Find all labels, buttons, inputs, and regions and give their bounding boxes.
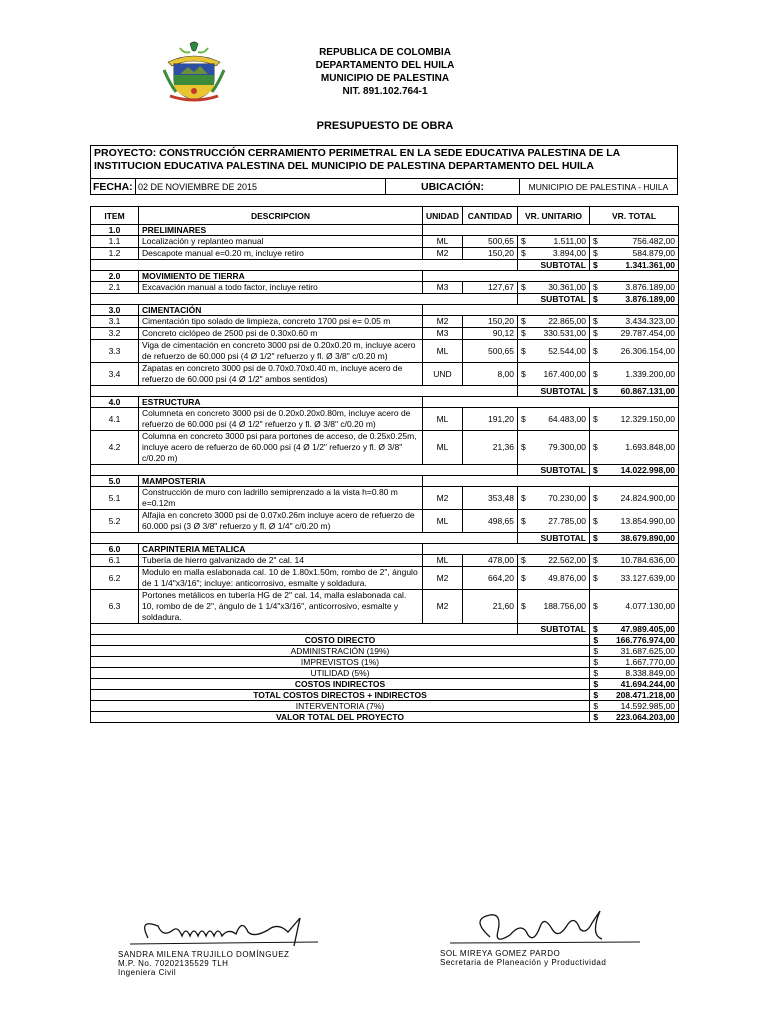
subtotal-row bbox=[91, 533, 679, 544]
summary-value: 1.667.770,00 bbox=[602, 657, 679, 668]
subtotal-value: 60.867.131,00 bbox=[602, 386, 679, 397]
item-quantity: 21,60 bbox=[463, 590, 518, 624]
chapter-row bbox=[91, 225, 679, 236]
item-description: Construcción de muro con ladrillo semiprenzado a la vista h=0.80 m e=0.12m bbox=[139, 487, 423, 510]
date-value: 02 DE NOVIEMBRE DE 2015 bbox=[136, 179, 386, 194]
item-unit-price: 188.756,00 bbox=[530, 590, 590, 624]
document-title: PRESUPUESTO DE OBRA bbox=[316, 120, 454, 132]
engineer-license: M.P. No. 70202135529 TLH bbox=[118, 959, 229, 968]
item-unit: ML bbox=[423, 555, 463, 567]
date-label: FECHA: bbox=[91, 179, 136, 194]
header-nit: NIT. 891.102.764-1 bbox=[342, 86, 428, 97]
item-description: Viga de cimentación en concreto 3000 psi de 0.20x0.20 m, incluye acero de refuerzo de 60.000 psi (4 Ø 1/2" refuerzo y fl. Ø 3/8" c/0.20 m) bbox=[139, 340, 423, 363]
summary-currency: $ bbox=[590, 635, 602, 646]
total-currency: $ bbox=[590, 431, 602, 465]
item-description: Descapote manual e=0.20 m, incluye retiro bbox=[139, 248, 423, 260]
item-unit: M2 bbox=[423, 248, 463, 260]
signature-block-engineer bbox=[118, 908, 358, 988]
item-description: Columna en concreto 3000 psi para portones de acceso, de 0.25x0.25m, incluye acero de refuerzo de 60.000 psi (4 Ø 1/2" refuerzo y fl. Ø 3/8" c/0.20 m) bbox=[139, 431, 423, 465]
table-row bbox=[91, 567, 679, 590]
summary-label: COSTO DIRECTO bbox=[91, 635, 590, 646]
item-number: 6.1 bbox=[91, 555, 139, 567]
summary-currency: $ bbox=[590, 657, 602, 668]
item-unit-price: 64.483,00 bbox=[530, 408, 590, 431]
item-description: Cimentación tipo solado de limpieza, concreto 1700 psi e= 0.05 m bbox=[139, 316, 423, 328]
item-number: 3.4 bbox=[91, 363, 139, 386]
summary-label: IMPREVISTOS (1%) bbox=[91, 657, 590, 668]
item-unit-price: 3.894,00 bbox=[530, 248, 590, 260]
item-total: 3.434.323,00 bbox=[602, 316, 679, 328]
summary-currency: $ bbox=[590, 712, 602, 723]
subtotal-value: 1.341.361,00 bbox=[602, 260, 679, 271]
item-quantity: 21,36 bbox=[463, 431, 518, 465]
item-number: 3.2 bbox=[91, 328, 139, 340]
subtotal-value: 47.989.405,00 bbox=[602, 624, 679, 635]
item-unit: UND bbox=[423, 363, 463, 386]
item-total: 29.787.454,00 bbox=[602, 328, 679, 340]
item-total: 13.854.990,00 bbox=[602, 510, 679, 533]
item-unit: M2 bbox=[423, 316, 463, 328]
signature-block-secretary bbox=[440, 905, 670, 985]
item-unit-price: 30.361,00 bbox=[530, 282, 590, 294]
unit-price-currency: $ bbox=[518, 248, 530, 260]
chapter-blank bbox=[423, 476, 679, 487]
summary-row bbox=[91, 712, 679, 723]
chapter-number: 4.0 bbox=[91, 397, 139, 408]
total-currency: $ bbox=[590, 363, 602, 386]
subtotal-value: 14.022.998,00 bbox=[602, 465, 679, 476]
summary-value: 208.471.218,00 bbox=[602, 690, 679, 701]
total-currency: $ bbox=[590, 408, 602, 431]
subtotal-blank bbox=[91, 465, 518, 476]
subtotal-blank bbox=[91, 386, 518, 397]
item-number: 5.2 bbox=[91, 510, 139, 533]
subtotal-blank bbox=[91, 294, 518, 305]
total-currency: $ bbox=[590, 328, 602, 340]
col-total-header: VR. TOTAL bbox=[590, 207, 679, 225]
chapter-number: 5.0 bbox=[91, 476, 139, 487]
unit-price-currency: $ bbox=[518, 340, 530, 363]
summary-value: 41.694.244,00 bbox=[602, 679, 679, 690]
item-quantity: 353,48 bbox=[463, 487, 518, 510]
total-currency: $ bbox=[590, 510, 602, 533]
item-unit: ML bbox=[423, 510, 463, 533]
table-row bbox=[91, 590, 679, 624]
chapter-blank bbox=[423, 225, 679, 236]
project-description: PROYECTO: CONSTRUCCIÓN CERRAMIENTO PERIMETRAL EN LA SEDE EDUCATIVA PALESTINA DE LA INSTITUCION EDUCATIVA PALESTINA DEL MUNICIPIO DE PALESTINA DEPARTAMENTO DEL HUILA bbox=[91, 146, 677, 179]
handwritten-signature-secretary bbox=[440, 905, 670, 950]
item-description: Columneta en concreto 3000 psi de 0.20x0.20x0.80m, incluye acero de refuerzo de 60.000 psi (4 Ø 1/2" refuerzo y fl. Ø 3/8" c/0.20 m) bbox=[139, 408, 423, 431]
chapter-number: 2.0 bbox=[91, 271, 139, 282]
chapter-number: 6.0 bbox=[91, 544, 139, 555]
summary-value: 166.776.974,00 bbox=[602, 635, 679, 646]
total-currency: $ bbox=[590, 340, 602, 363]
table-row bbox=[91, 282, 679, 294]
total-currency: $ bbox=[590, 282, 602, 294]
item-description: Localización y replanteo manual bbox=[139, 236, 423, 248]
col-item-header: ITEM bbox=[91, 207, 139, 225]
summary-label: ADMINISTRACIÓN (19%) bbox=[91, 646, 590, 657]
chapter-number: 3.0 bbox=[91, 305, 139, 316]
unit-price-currency: $ bbox=[518, 282, 530, 294]
subtotal-row bbox=[91, 386, 679, 397]
summary-currency: $ bbox=[590, 646, 602, 657]
subtotal-currency: $ bbox=[590, 533, 602, 544]
item-unit-price: 330.531,00 bbox=[530, 328, 590, 340]
chapter-blank bbox=[423, 397, 679, 408]
secretary-name: SOL MIREYA GOMEZ PARDO bbox=[440, 949, 561, 958]
item-number: 4.2 bbox=[91, 431, 139, 465]
item-unit-price: 1.511,00 bbox=[530, 236, 590, 248]
chapter-blank bbox=[423, 544, 679, 555]
total-currency: $ bbox=[590, 248, 602, 260]
table-row bbox=[91, 340, 679, 363]
subtotal-currency: $ bbox=[590, 260, 602, 271]
subtotal-value: 3.876.189,00 bbox=[602, 294, 679, 305]
item-number: 6.3 bbox=[91, 590, 139, 624]
subtotal-label: SUBTOTAL bbox=[518, 465, 590, 476]
subtotal-row bbox=[91, 294, 679, 305]
item-number: 5.1 bbox=[91, 487, 139, 510]
item-unit-price: 167.400,00 bbox=[530, 363, 590, 386]
unit-price-currency: $ bbox=[518, 590, 530, 624]
subtotal-label: SUBTOTAL bbox=[518, 294, 590, 305]
summary-row bbox=[91, 657, 679, 668]
item-total: 26.306.154,00 bbox=[602, 340, 679, 363]
item-number: 4.1 bbox=[91, 408, 139, 431]
summary-currency: $ bbox=[590, 690, 602, 701]
chapter-blank bbox=[423, 271, 679, 282]
subtotal-currency: $ bbox=[590, 386, 602, 397]
table-row bbox=[91, 555, 679, 567]
item-quantity: 191,20 bbox=[463, 408, 518, 431]
subtotal-value: 38.679.890,00 bbox=[602, 533, 679, 544]
item-description: Portones metálicos en tubería HG de 2" cal. 14, malla eslabonada cal. 10, rombo de de 2", ángulo de 1 1/4"x3/16", anticorrosivo, esmalte y soldadura. bbox=[139, 590, 423, 624]
date-location-row bbox=[91, 179, 677, 194]
summary-row bbox=[91, 701, 679, 712]
item-number: 1.1 bbox=[91, 236, 139, 248]
chapter-number: 1.0 bbox=[91, 225, 139, 236]
subtotal-blank bbox=[91, 260, 518, 271]
item-total: 10.784.636,00 bbox=[602, 555, 679, 567]
unit-price-currency: $ bbox=[518, 363, 530, 386]
table-row bbox=[91, 363, 679, 386]
summary-value: 223.064.203,00 bbox=[602, 712, 679, 723]
item-unit: M3 bbox=[423, 282, 463, 294]
subtotal-row bbox=[91, 624, 679, 635]
item-description: Modulo en malla eslabonada cal. 10 de 1.80x1.50m, rombo de 2", ángulo de 1 1/4"x3/16"; incluye: anticorrosivo, esmalte y soldadura. bbox=[139, 567, 423, 590]
summary-row bbox=[91, 668, 679, 679]
subtotal-blank bbox=[91, 533, 518, 544]
item-unit-price: 27.785,00 bbox=[530, 510, 590, 533]
subtotal-blank bbox=[91, 624, 518, 635]
item-total: 1.693.848,00 bbox=[602, 431, 679, 465]
summary-currency: $ bbox=[590, 668, 602, 679]
summary-value: 31.687.625,00 bbox=[602, 646, 679, 657]
summary-label: VALOR TOTAL DEL PROYECTO bbox=[91, 712, 590, 723]
engineer-role: Ingeniera Civil bbox=[118, 968, 177, 977]
unit-price-currency: $ bbox=[518, 567, 530, 590]
summary-row bbox=[91, 679, 679, 690]
item-unit: ML bbox=[423, 236, 463, 248]
col-unit-price-header: VR. UNITARIO bbox=[518, 207, 590, 225]
summary-label: INTERVENTORIA (7%) bbox=[91, 701, 590, 712]
project-info-box bbox=[90, 145, 678, 195]
item-unit: ML bbox=[423, 340, 463, 363]
item-quantity: 90,12 bbox=[463, 328, 518, 340]
summary-value: 8.338.849,00 bbox=[602, 668, 679, 679]
item-unit: M3 bbox=[423, 328, 463, 340]
item-description: Tubería de hierro galvanizado de 2" cal. 14 bbox=[139, 555, 423, 567]
total-currency: $ bbox=[590, 555, 602, 567]
item-quantity: 150,20 bbox=[463, 248, 518, 260]
item-quantity: 498,65 bbox=[463, 510, 518, 533]
summary-row bbox=[91, 635, 679, 646]
item-unit: ML bbox=[423, 408, 463, 431]
chapter-row bbox=[91, 476, 679, 487]
item-description: Alfajia en concreto 3000 psi de 0.07x0.26m incluye acero de refuerzo de 60.000 psi (3 Ø 3/8" refuerzo y fl. Ø 1/4" c/0.20 m) bbox=[139, 510, 423, 533]
location-value: MUNICIPIO DE PALESTINA - HUILA bbox=[528, 181, 669, 192]
table-row bbox=[91, 408, 679, 431]
chapter-blank bbox=[423, 305, 679, 316]
item-quantity: 8,00 bbox=[463, 363, 518, 386]
item-total: 24.824.900,00 bbox=[602, 487, 679, 510]
item-unit: M2 bbox=[423, 590, 463, 624]
summary-label: TOTAL COSTOS DIRECTOS + INDIRECTOS bbox=[91, 690, 590, 701]
unit-price-currency: $ bbox=[518, 408, 530, 431]
table-row bbox=[91, 328, 679, 340]
budget-table bbox=[90, 206, 679, 723]
summary-value: 14.592.985,00 bbox=[602, 701, 679, 712]
subtotal-currency: $ bbox=[590, 294, 602, 305]
table-row bbox=[91, 487, 679, 510]
chapter-row bbox=[91, 305, 679, 316]
item-unit: ML bbox=[423, 431, 463, 465]
chapter-name: CARPINTERIA METALICA bbox=[139, 544, 423, 555]
item-quantity: 150,20 bbox=[463, 316, 518, 328]
total-currency: $ bbox=[590, 236, 602, 248]
header-department: DEPARTAMENTO DEL HUILA bbox=[315, 60, 455, 71]
subtotal-label: SUBTOTAL bbox=[518, 260, 590, 271]
chapter-name: MOVIMIENTO DE TIERRA bbox=[139, 271, 423, 282]
item-unit-price: 22.865,00 bbox=[530, 316, 590, 328]
unit-price-currency: $ bbox=[518, 487, 530, 510]
subtotal-label: SUBTOTAL bbox=[518, 386, 590, 397]
engineer-name: SANDRA MILENA TRUJILLO DOMÍNGUEZ bbox=[118, 950, 290, 959]
secretary-role: Secretaria de Planeación y Productividad bbox=[440, 958, 607, 967]
handwritten-signature-engineer bbox=[118, 908, 358, 953]
item-total: 33.127.639,00 bbox=[602, 567, 679, 590]
col-qty-header: CANTIDAD bbox=[463, 207, 518, 225]
item-quantity: 664,20 bbox=[463, 567, 518, 590]
summary-label: UTILIDAD (5%) bbox=[91, 668, 590, 679]
unit-price-currency: $ bbox=[518, 510, 530, 533]
chapter-name: MAMPOSTERIA bbox=[139, 476, 423, 487]
table-row bbox=[91, 316, 679, 328]
subtotal-row bbox=[91, 260, 679, 271]
item-total: 12.329.150,00 bbox=[602, 408, 679, 431]
chapter-name: PRELIMINARES bbox=[139, 225, 423, 236]
item-description: Zapatas en concreto 3000 psi de 0.70x0.70x0.40 m, incluye acero de refuerzo de 60.000 psi (4 Ø 1/2" ambos sentidos) bbox=[139, 363, 423, 386]
col-desc-header: DESCRIPCION bbox=[139, 207, 423, 225]
item-quantity: 478,00 bbox=[463, 555, 518, 567]
table-header-row bbox=[91, 207, 679, 225]
col-unit-header: UNIDAD bbox=[423, 207, 463, 225]
item-number: 6.2 bbox=[91, 567, 139, 590]
total-currency: $ bbox=[590, 590, 602, 624]
chapter-row bbox=[91, 271, 679, 282]
chapter-row bbox=[91, 397, 679, 408]
item-total: 584.879,00 bbox=[602, 248, 679, 260]
item-number: 3.1 bbox=[91, 316, 139, 328]
item-total: 3.876.189,00 bbox=[602, 282, 679, 294]
total-currency: $ bbox=[590, 487, 602, 510]
item-description: Excavación manual a todo factor, incluye retiro bbox=[139, 282, 423, 294]
location-label: UBICACIÓN: bbox=[386, 179, 520, 194]
item-total: 1.339.200,00 bbox=[602, 363, 679, 386]
item-unit-price: 79.300,00 bbox=[530, 431, 590, 465]
subtotal-label: SUBTOTAL bbox=[518, 624, 590, 635]
item-quantity: 500,65 bbox=[463, 340, 518, 363]
item-number: 3.3 bbox=[91, 340, 139, 363]
table-row bbox=[91, 248, 679, 260]
item-total: 4.077.130,00 bbox=[602, 590, 679, 624]
item-quantity: 127,67 bbox=[463, 282, 518, 294]
chapter-name: ESTRUCTURA bbox=[139, 397, 423, 408]
summary-row bbox=[91, 690, 679, 701]
table-row bbox=[91, 510, 679, 533]
chapter-row bbox=[91, 544, 679, 555]
unit-price-currency: $ bbox=[518, 316, 530, 328]
header-country: REPUBLICA DE COLOMBIA bbox=[319, 47, 451, 58]
item-unit-price: 52.544,00 bbox=[530, 340, 590, 363]
item-number: 1.2 bbox=[91, 248, 139, 260]
summary-label: COSTOS INDIRECTOS bbox=[91, 679, 590, 690]
chapter-name: CIMENTACIÓN bbox=[139, 305, 423, 316]
unit-price-currency: $ bbox=[518, 328, 530, 340]
item-description: Concreto ciclópeo de 2500 psi de 0.30x0.60 m bbox=[139, 328, 423, 340]
total-currency: $ bbox=[590, 567, 602, 590]
summary-currency: $ bbox=[590, 701, 602, 712]
item-unit-price: 49.876,00 bbox=[530, 567, 590, 590]
item-unit-price: 70.230,00 bbox=[530, 487, 590, 510]
unit-price-currency: $ bbox=[518, 555, 530, 567]
total-currency: $ bbox=[590, 316, 602, 328]
unit-price-currency: $ bbox=[518, 236, 530, 248]
item-unit-price: 22.562,00 bbox=[530, 555, 590, 567]
table-row bbox=[91, 431, 679, 465]
subtotal-currency: $ bbox=[590, 624, 602, 635]
table-row bbox=[91, 236, 679, 248]
subtotal-row bbox=[91, 465, 679, 476]
subtotal-label: SUBTOTAL bbox=[518, 533, 590, 544]
summary-row bbox=[91, 646, 679, 657]
item-number: 2.1 bbox=[91, 282, 139, 294]
subtotal-currency: $ bbox=[590, 465, 602, 476]
header-municipality: MUNICIPIO DE PALESTINA bbox=[320, 73, 450, 84]
item-total: 756.482,00 bbox=[602, 236, 679, 248]
item-unit: M2 bbox=[423, 487, 463, 510]
municipal-coat-of-arms bbox=[160, 40, 228, 104]
unit-price-currency: $ bbox=[518, 431, 530, 465]
item-unit: M2 bbox=[423, 567, 463, 590]
item-quantity: 500,65 bbox=[463, 236, 518, 248]
summary-currency: $ bbox=[590, 679, 602, 690]
